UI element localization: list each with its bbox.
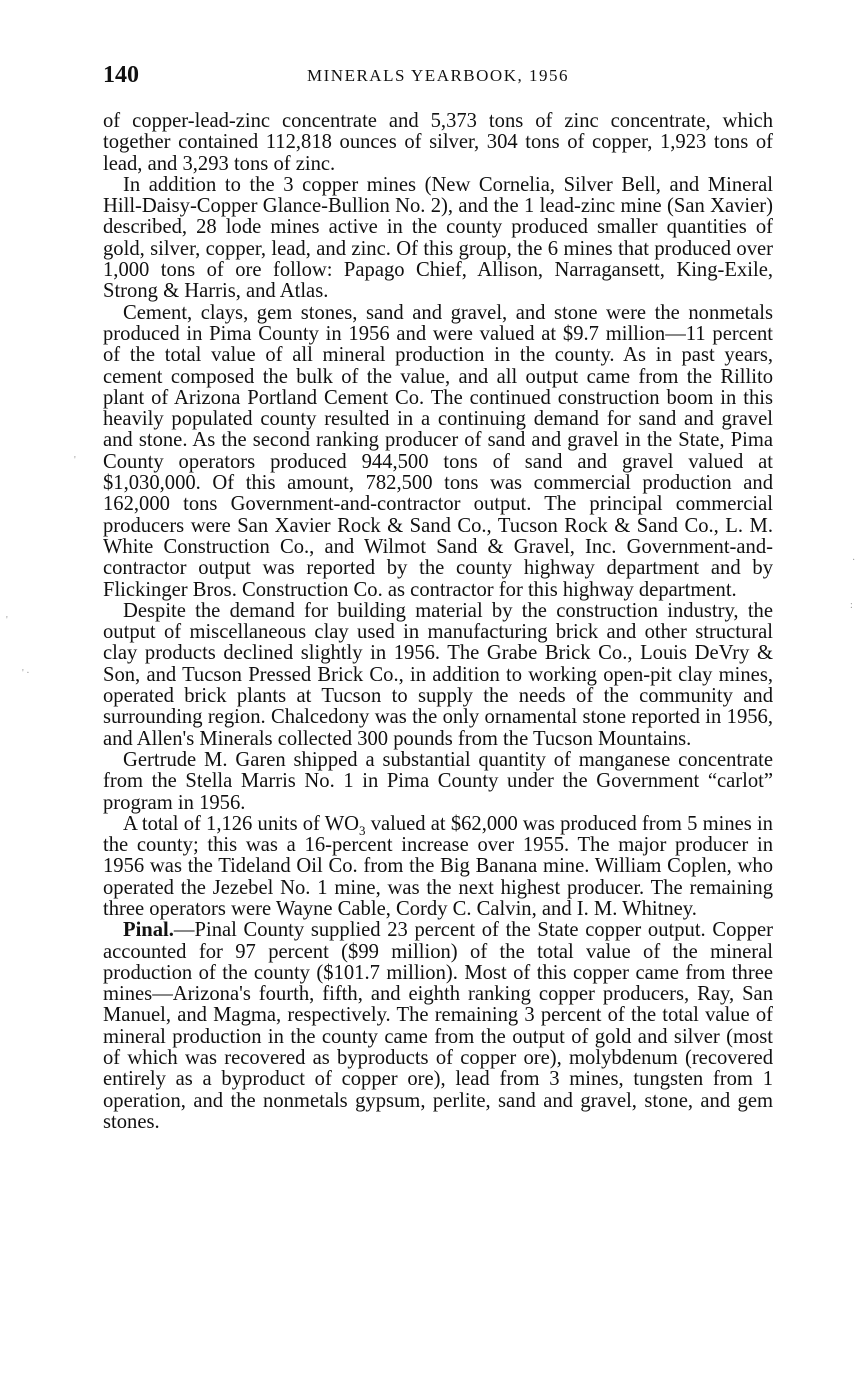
paragraph-continued xyxy=(103,111,773,175)
paragraph-text: —Pinal County supplied 23 percent of the State copper output. Copper accounted for 97 percent ($99 million) of the total value of the mineral production of the county ($101.7 million). Most of this copper came from three mines—Arizona's fourth, fifth, and eighth ranking copper producers, Ray, San Manuel, and Magma, respectively. The remaining 3 percent of the total value of mineral production in the county came from the output of gold and silver (most of which was recovered as byproducts of copper ore), molybdenum (recovered entirely as a byproduct of copper ore), lead from 3 mines, tungsten from 1 operation, and the nonmetals gypsum, perlite, sand and gravel, stone, and gem stones. xyxy=(103,919,773,1133)
paragraph-text: valued at $62,000 was produced from 5 mines in the county; this was a 16-percent increase over 1955. The major producer in 1956 was the Tideland Oil Co. from the Big Banana mine. William Coplen, who operated the Jezebel No. 1 mine, was the next highest producer. The remaining three operators were Wayne Cable, Cordy C. Calvin, and I. M. Whitney. xyxy=(103,812,773,920)
paragraph-text: Cement, clays, gem stones, sand and gravel, and stone were the nonmetals produced in Pima County in 1956 and were valued at $9.7 million—11 percent of the total value of all mineral production in the county. As in past years, cement composed the bulk of the value, and all output came from the Rillito plant of Arizona Portland Cement Co. The continued construction boom in this heavily populated county resulted in a continuing demand for sand and gravel and stone. As the second ranking producer of sand and gravel in the State, Pima County operators produced 944,500 tons of sand and gravel valued at $1,030,000. Of this amount, 782,500 tons was commercial production and 162,000 tons Government-and-contractor output. The principal commercial producers were San Xavier Rock & Sand Co., Tucson Rock & Sand Co., L. M. White Construction Co., and Wilmot Sand & Gravel, Inc. Government-and-contractor output was reported by the county highway department and by Flickinger Bros. Construction Co. as contractor for this highway department. xyxy=(103,301,773,601)
paragraph-text: Despite the demand for building material by the construction industry, the output of miscellaneous clay used in manufacturing brick and other structural clay products declined slightly in 1956. The Grabe Brick Co., Louis DeVry & Son, and Tucson Pressed Brick Co., in addition to working open-pit clay mines, operated brick plants at Tucson to supply the needs of the community and surrounding region. Chalcedony was the only ornamental stone reported in 1956, and Allen's Minerals collected 300 pounds from the Tucson Mountains. xyxy=(103,599,773,750)
scan-speck: : xyxy=(850,600,853,611)
scan-speck: ' · xyxy=(22,668,30,679)
page-number: 140 xyxy=(103,62,139,88)
body-text xyxy=(103,111,773,1133)
scan-speck: ' xyxy=(6,615,8,626)
section-run-in-heading: Pinal. xyxy=(123,919,174,942)
paragraph-text: Gertrude M. Garen shipped a substantial quantity of manganese concentrate from the Stella Marris No. 1 in Pima County under the Government “carlot” program in 1956. xyxy=(103,748,773,814)
document-page xyxy=(103,62,773,1133)
paragraph-text: of copper-lead-zinc concentrate and 5,373 tons of zinc concentrate, which together contained 112,818 ounces of silver, 304 tons of copper, 1,923 tons of lead, and 3,293 tons of zinc. xyxy=(103,110,773,175)
paragraph-manganese xyxy=(103,750,773,814)
paragraph-text: In addition to the 3 copper mines (New Cornelia, Silver Bell, and Mineral Hill-Daisy-Copper Glance-Bullion No. 2), and the 1 lead-zinc mine (San Xavier) described, 28 lode mines active in the county produced smaller quantities of gold, silver, copper, lead, and zinc. Of this group, the 6 mines that produced over 1,000 tons of ore follow: Papago Chief, Allison, Narragansett, King-Exile, Strong & Harris, and Atlas. xyxy=(103,173,773,303)
paragraph-copper-mines xyxy=(103,175,773,303)
scan-speck: · xyxy=(852,555,856,566)
page-header xyxy=(103,62,773,96)
running-title: MINERALS YEARBOOK, 1956 xyxy=(307,66,569,85)
subscript: 3 xyxy=(359,822,366,838)
paragraph-tungsten xyxy=(103,814,773,920)
paragraph-pinal xyxy=(103,920,773,1133)
paragraph-nonmetals xyxy=(103,303,773,601)
paragraph-text: A total of 1,126 units of WO xyxy=(123,812,360,835)
paragraph-clay xyxy=(103,601,773,750)
scan-speck: ' xyxy=(74,455,76,466)
